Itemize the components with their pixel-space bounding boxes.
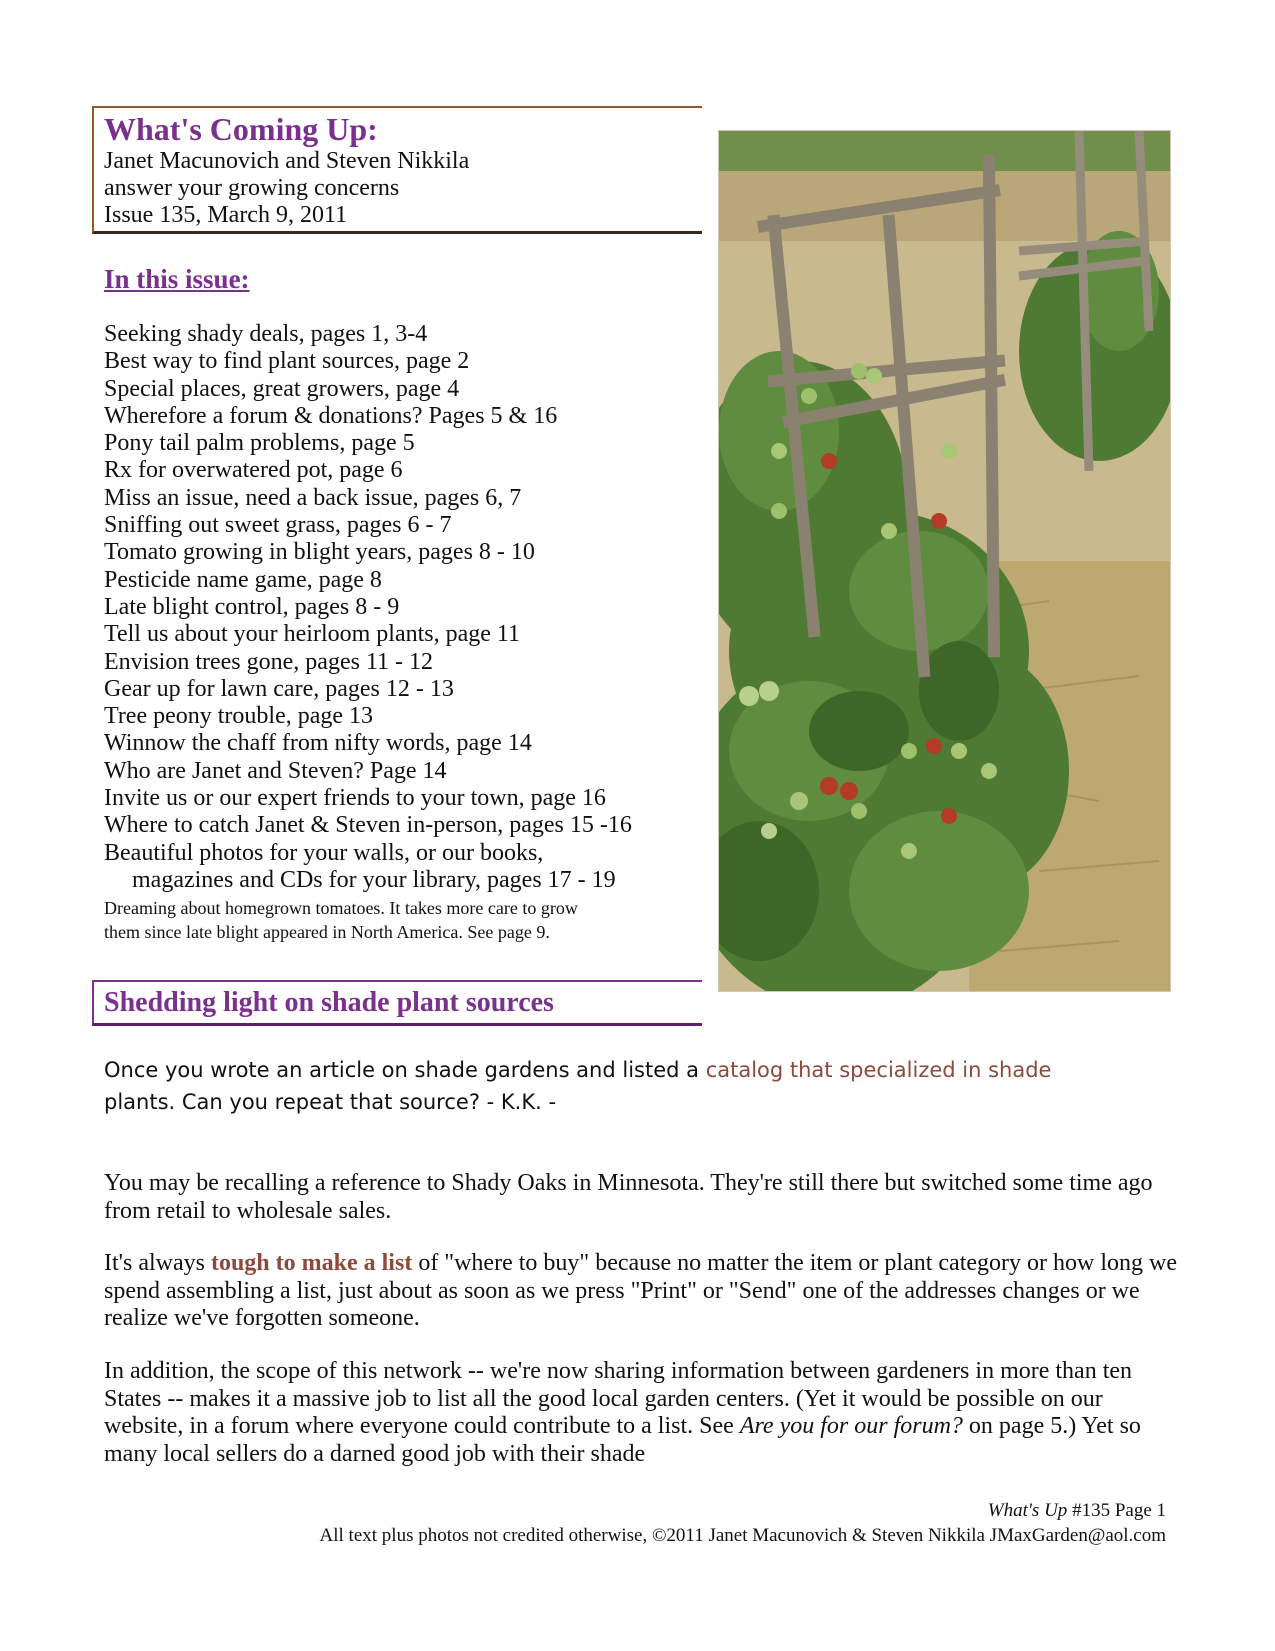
contents-item: Gear up for lawn care, pages 12 - 13 [104, 675, 454, 702]
contents-item: Late blight control, pages 8 - 9 [104, 593, 400, 620]
masthead-title: What's Coming Up: [104, 111, 378, 147]
contents-item: Where to catch Janet & Steven in-person, pages 15 -16 [104, 812, 632, 839]
contents-item: Rx for overwatered pot, page 6 [104, 457, 403, 484]
contents-item: Tomato growing in blight years, pages 8 - 10 [104, 539, 535, 566]
contents-item: Sniffing out sweet grass, pages 6 - 7 [104, 512, 452, 539]
forum-reference: Are you for our forum? [739, 1413, 963, 1439]
caption-line-1: Dreaming about homegrown tomatoes. It takes more care to grow [104, 898, 578, 918]
contents-item: Miss an issue, need a back issue, pages 6, 7 [104, 484, 522, 511]
paragraph-highlight: tough to make a list [210, 1250, 413, 1276]
copyright-line: All text plus photos not credited otherwise, ©2011 Janet Macunovich & Steven Nikkila JMaxGarden@aol.com [319, 1525, 1166, 1546]
contents-item: Envision trees gone, pages 11 - 12 [104, 648, 434, 675]
contents-heading: In this issue: [104, 264, 250, 294]
contents-item: magazines and CDs for your library, pages 17 - 19 [132, 866, 616, 893]
contents-item: Pesticide name game, page 8 [104, 566, 382, 593]
answer-paragraph-2 [104, 1250, 1184, 1333]
answer-paragraph-1: You may be recalling a reference to Shady Oaks in Minnesota. They're still there but switched some time ago from retail to wholesale sales. [104, 1170, 1153, 1224]
section-heading-box [92, 980, 702, 1026]
publication-name: What's Up [987, 1500, 1068, 1521]
question-highlight: catalog that specialized in shade [705, 1058, 1052, 1082]
issue-info: Issue 135, March 9, 2011 [104, 202, 348, 228]
section-title: Shedding light on shade plant sources [104, 987, 554, 1018]
tagline: answer your growing concerns [104, 175, 400, 201]
reader-question [104, 1054, 1184, 1118]
question-text-end: plants. Can you repeat that source? - K.K. - [104, 1090, 557, 1114]
paragraph-text: In addition, the scope of this network -- we're now sharing information between gardeners in more than ten States -- makes it a massive job to list all the good local garden centers. (Yet it would be possible on our website, in a forum where everyone could contribute to a list. See [104, 1358, 1133, 1439]
contents-item: Beautiful photos for your walls, or our books, [104, 839, 544, 866]
paragraph-text: It's always [104, 1250, 211, 1276]
page-number: #135 Page 1 [1067, 1500, 1166, 1521]
contents-item: Tree peony trouble, page 13 [104, 703, 374, 730]
paragraph-text: on page 5.) Yet so many local sellers do a darned good job with their shade [104, 1413, 1141, 1467]
caption-line-2: them since late blight appeared in North America. See page 9. [104, 922, 550, 942]
contents-item: Wherefore a forum & donations? Pages 5 & 16 [104, 402, 558, 429]
photo-caption [104, 896, 704, 944]
contents-item: Tell us about your heirloom plants, page 11 [104, 621, 521, 648]
contents-item: Invite us or our expert friends to your town, page 16 [104, 785, 606, 812]
answer-paragraph-3 [104, 1358, 1184, 1468]
masthead-box [92, 106, 702, 234]
paragraph-text: of "where to buy" because no matter the item or plant category or how long we spend assembling a list, just about as soon as we press "Print" or "Send" one of the addresses changes or we realize we've forgotten someone. [104, 1250, 1177, 1331]
contents-item: Who are Janet and Steven? Page 14 [104, 757, 447, 784]
contents-item: Winnow the chaff from nifty words, page 14 [104, 730, 532, 757]
tomato-cage-photo [718, 130, 1171, 992]
contents-item: Best way to find plant sources, page 2 [104, 348, 470, 375]
page-footer [988, 1500, 1166, 1522]
contents-item: Special places, great growers, page 4 [104, 375, 460, 402]
contents-item: Pony tail palm problems, page 5 [104, 430, 415, 457]
contents-item: Seeking shady deals, pages 1, 3-4 [104, 321, 428, 347]
byline: Janet Macunovich and Steven Nikkila [104, 148, 470, 174]
contents-list [104, 321, 704, 894]
question-text: Once you wrote an article on shade gardens and listed a [104, 1058, 706, 1082]
